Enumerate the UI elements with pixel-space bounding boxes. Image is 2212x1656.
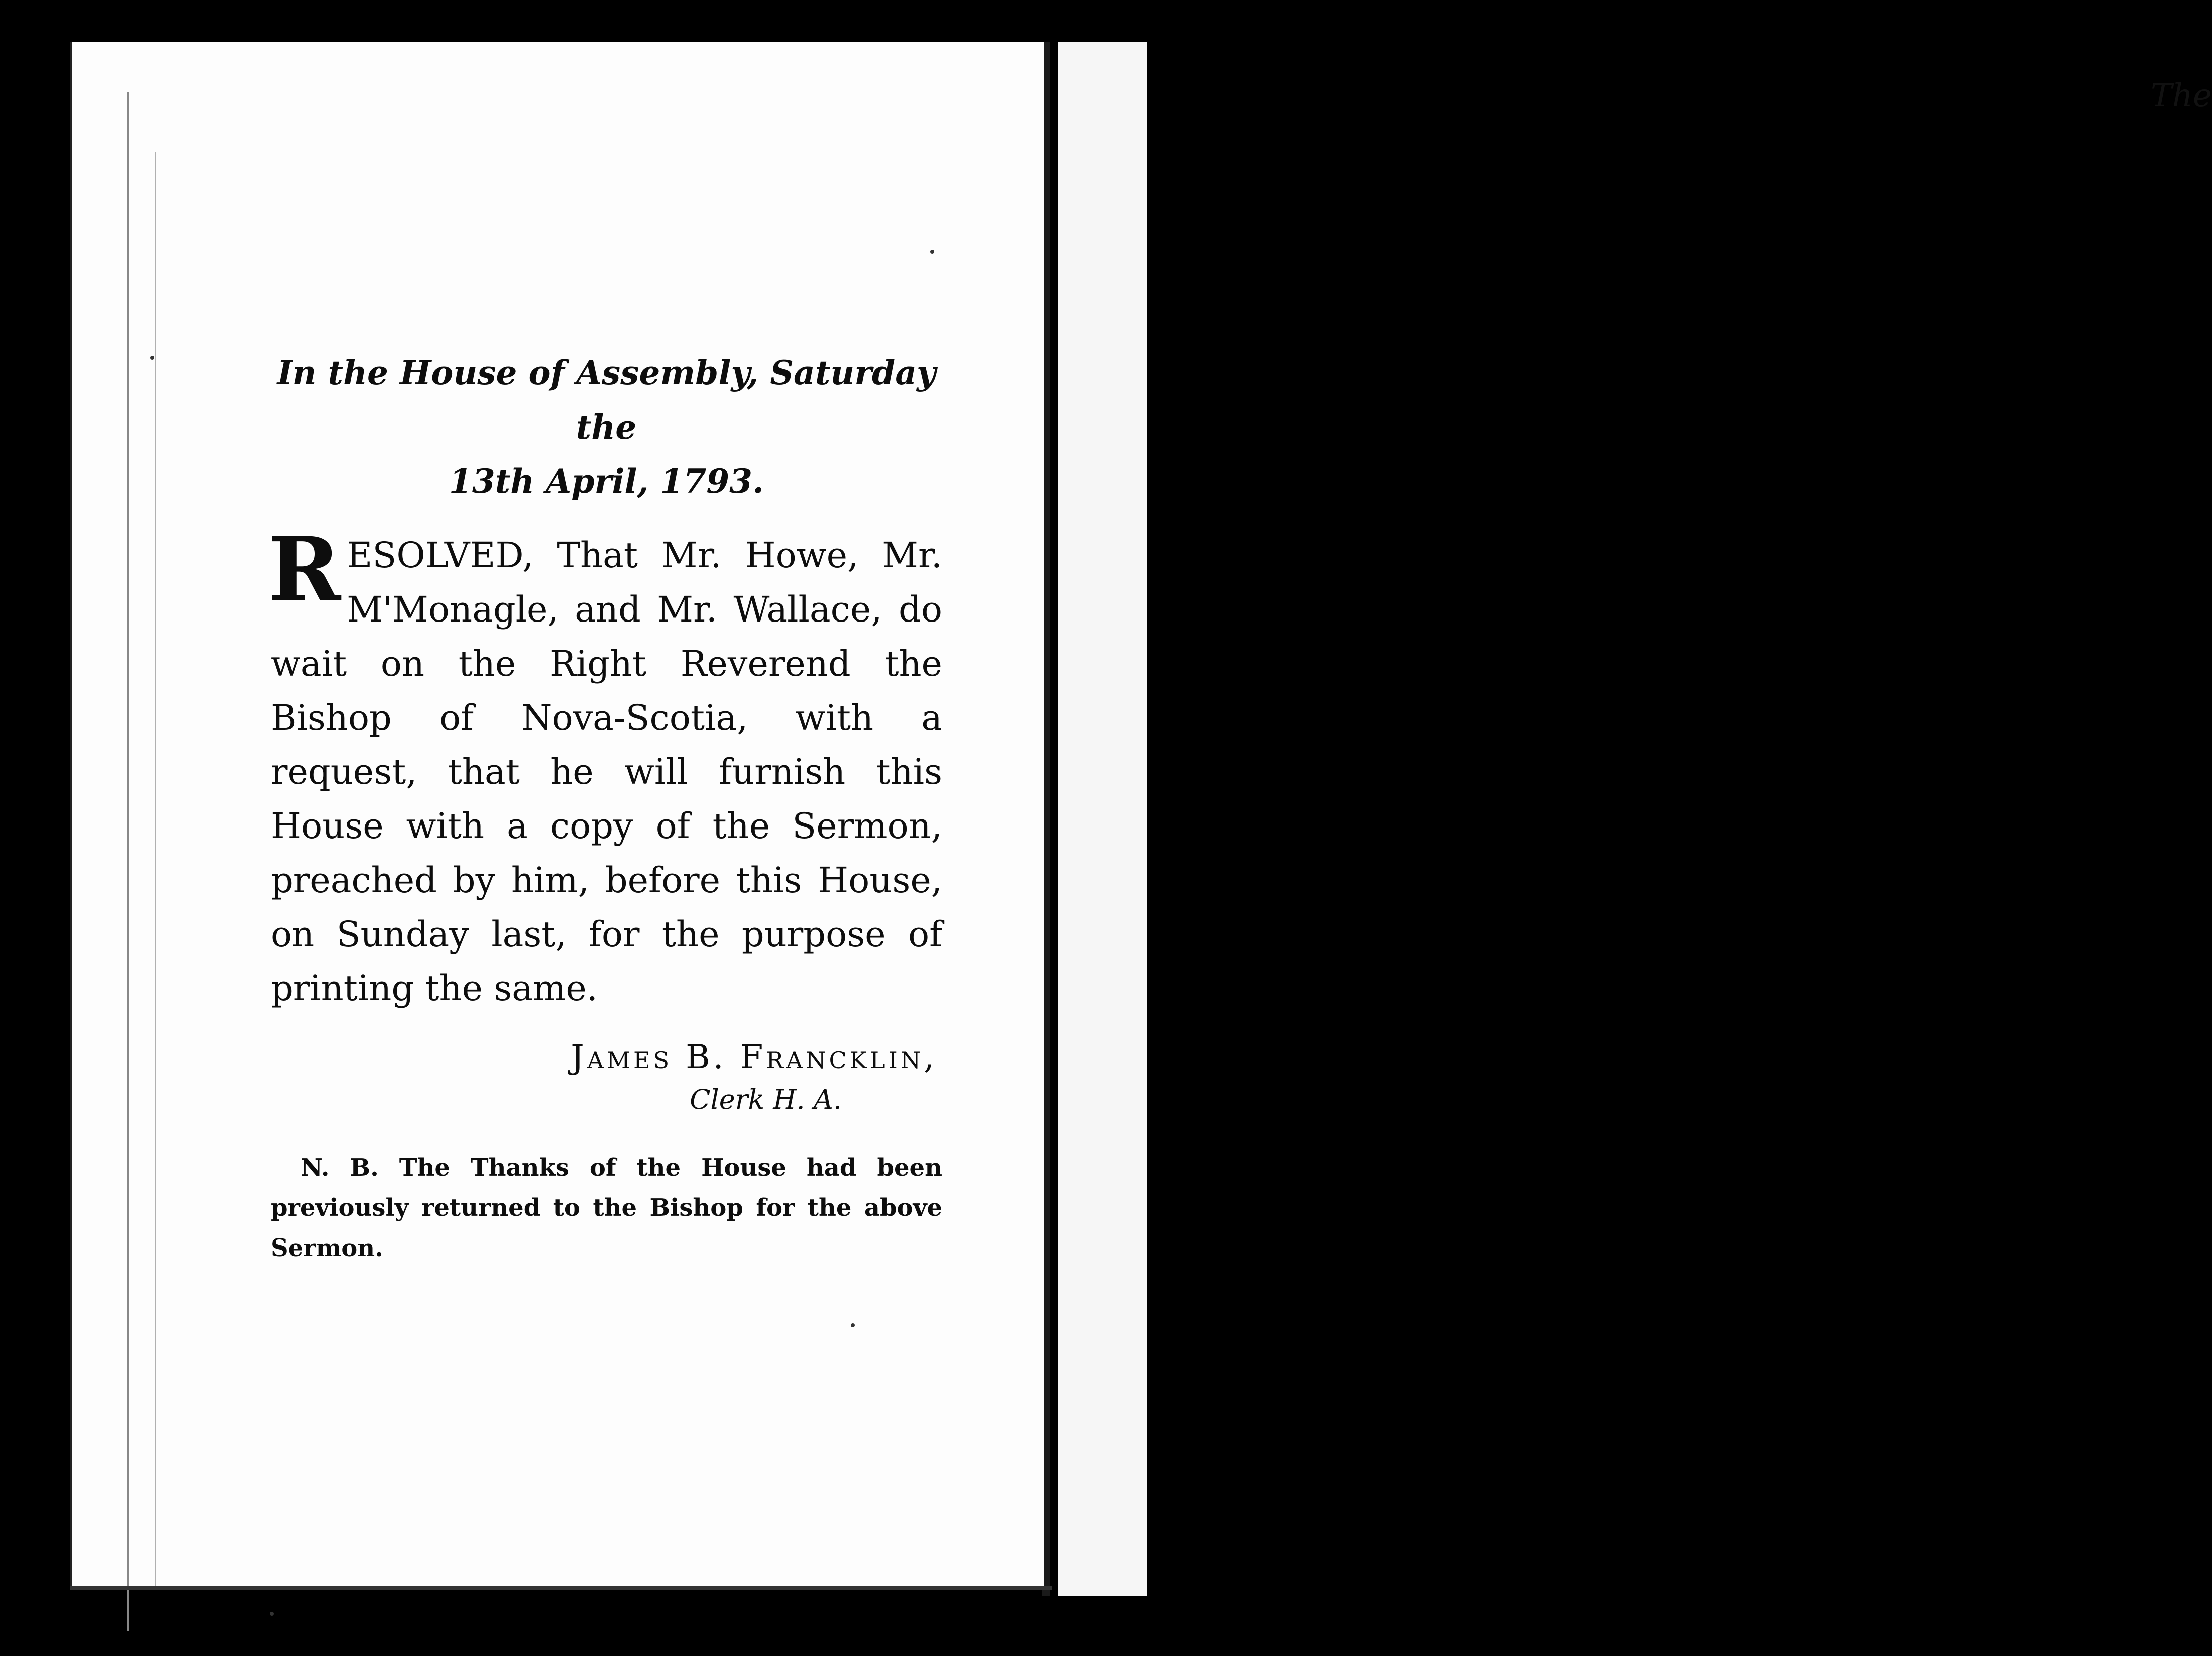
heading-line-2: 13th April, 1793.: [449, 462, 764, 501]
heading-line-1: In the House of Assembly, Saturday the: [277, 353, 936, 447]
page-bottom-edge: [70, 1586, 1052, 1590]
nota-bene: N. B. The Thanks of the House had been previously returned to the Bishop for the above Sermon.: [271, 1154, 942, 1262]
paper-speck: [150, 356, 154, 360]
page-edge-line-inner: [155, 152, 156, 1586]
facing-page: [1058, 42, 2212, 1596]
signatory-name: James B. Francklin,: [571, 1038, 937, 1076]
resolution-body: ESOLVED, That Mr. Howe, Mr. M'Monagle, and Mr. Wallace, do wait on the Right Reverend the Bishop of Nova-Scotia, with a request, that he will furnish this House with a copy of the Sermon, preached by him, before this House, on Sunday last, for the purpose of printing the same.: [271, 535, 942, 1009]
paper-speck: [270, 1612, 274, 1616]
page-edge-line: [127, 92, 129, 1631]
assembly-heading: [271, 346, 942, 508]
signatory-title: Clerk H. A.: [690, 1084, 842, 1115]
paper-speck: [851, 1323, 855, 1327]
facing-page-text-fragment: The: [2151, 77, 2212, 114]
paper-speck: [930, 250, 934, 254]
resolution-block: [268, 346, 942, 1268]
drop-cap: R: [268, 518, 341, 622]
resolution-text: [268, 518, 942, 1015]
